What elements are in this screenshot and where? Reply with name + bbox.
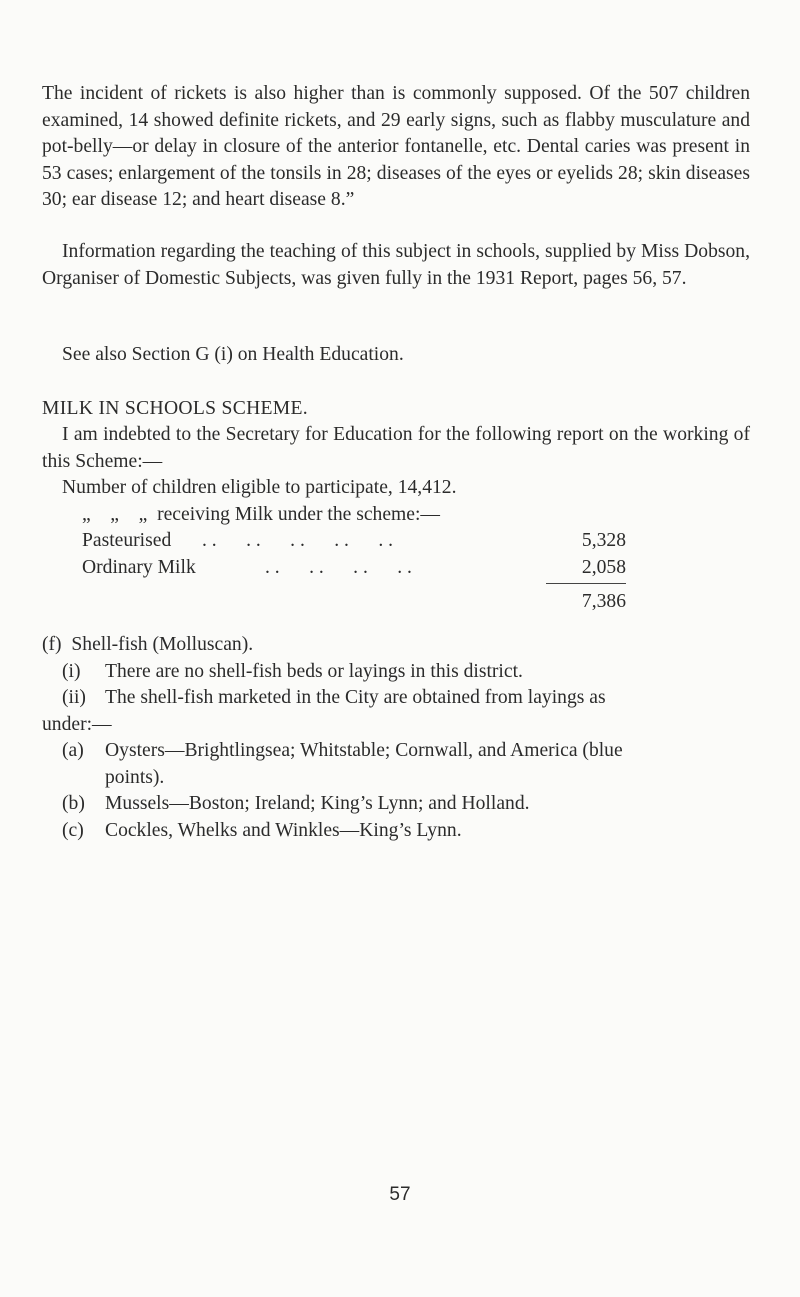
receiving-milk-line: „ „ „ receiving Milk under the scheme:—: [82, 504, 441, 525]
teaching-info-paragraph: Information regarding the teaching of this subject in schools, supplied by Miss Dobson, Organiser of Domestic Subjects, was given fully in the 1931 Report, pages 56, 57.: [42, 241, 750, 289]
item-label: (a): [62, 740, 84, 761]
item-label: (i): [62, 661, 81, 682]
shellfish-item-a-continuation: points).: [105, 767, 165, 788]
item-text: There are no shell-fish beds or layings in this district.: [105, 661, 523, 682]
item-label: (c): [62, 820, 84, 841]
milk-row-label: Pasteurised: [82, 530, 172, 551]
rickets-paragraph: The incident of rickets is also higher than is commonly supposed. Of the 507 children examined, 14 showed definite rickets, and 29 early signs, such as flabby musculature and pot-belly—or delay in closure of the anterior fontanelle, etc. Dental caries was present in 53 cases; enlargement of the tonsils in 28; diseases of the eyes or eyelids 28; skin diseases 30; ear disease 12; and heart disease 8.”: [42, 83, 750, 210]
shellfish-item-c: [62, 818, 750, 845]
milk-scheme-heading: MILK IN SCHOOLS SCHEME.: [42, 398, 308, 419]
leader-dots: . . . . . . . .: [265, 557, 412, 578]
milk-row-value: 5,328: [581, 530, 626, 551]
see-also-paragraph: See also Section G (i) on Health Education.: [62, 344, 404, 365]
milk-row-ordinary: [82, 555, 626, 582]
shellfish-item-ii-continuation: under:—: [42, 714, 112, 735]
item-text: Cockles, Whelks and Winkles—King’s Lynn.: [105, 820, 462, 841]
item-text: Mussels—Boston; Ireland; King’s Lynn; and Holland.: [105, 793, 530, 814]
item-label: (ii): [62, 687, 86, 708]
item-label: (b): [62, 793, 85, 814]
shellfish-item-ii: [62, 685, 750, 712]
item-text: Oysters—Brightlingsea; Whitstable; Cornwall, and America (blue: [105, 740, 623, 761]
milk-row-pasteurised: [82, 528, 626, 555]
milk-row-value: 2,058: [581, 557, 626, 578]
shellfish-item-a: [62, 738, 750, 765]
milk-scheme-intro: I am indebted to the Secretary for Education for the following report on the working of this Scheme:—: [42, 424, 750, 472]
page-number: 57: [389, 1184, 411, 1205]
eligible-children-line: Number of children eligible to participate, 14,412.: [62, 477, 457, 498]
shellfish-heading: (f) Shell-fish (Molluscan).: [42, 634, 254, 655]
milk-total: 7,386: [581, 591, 626, 612]
total-rule-divider: [546, 583, 626, 584]
shellfish-item-b: [62, 791, 750, 818]
shellfish-item-i: [62, 659, 750, 686]
milk-row-label: Ordinary Milk: [82, 557, 196, 578]
leader-dots: . . . . . . . . . .: [202, 530, 394, 551]
item-text: The shell-fish marketed in the City are obtained from layings as: [105, 687, 606, 708]
